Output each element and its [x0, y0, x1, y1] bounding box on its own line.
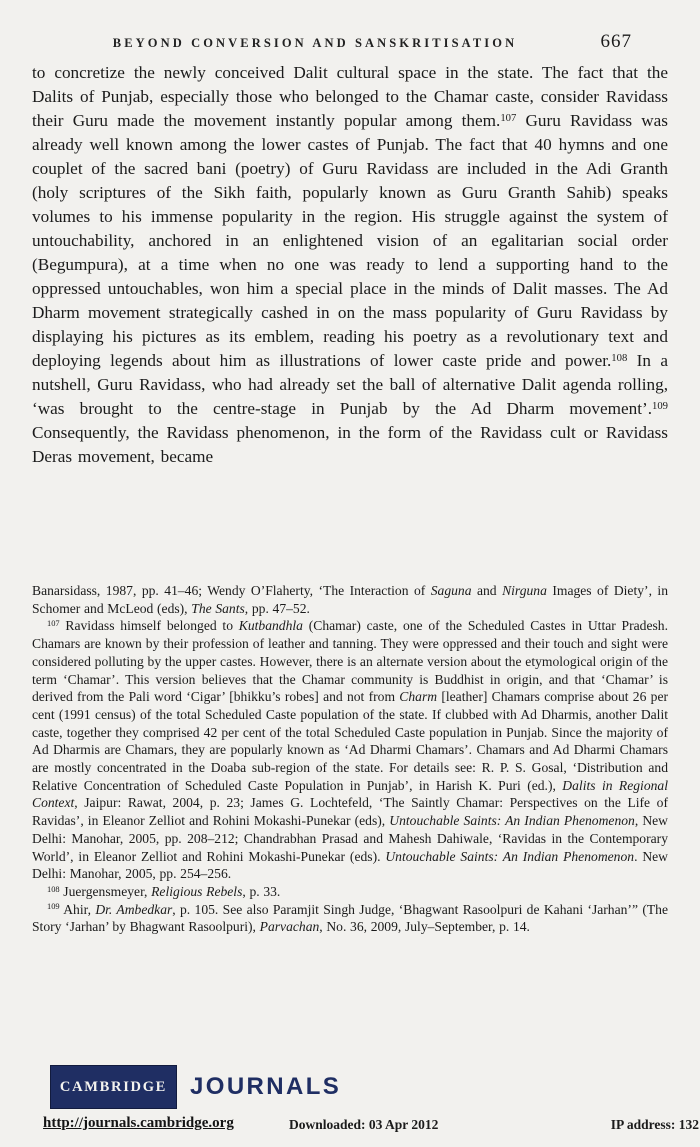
- page-number: 667: [600, 31, 632, 52]
- running-title: BEYOND CONVERSION AND SANSKRITISATION: [112, 36, 518, 50]
- cambridge-logo-text: CAMBRIDGE: [59, 1078, 168, 1095]
- cambridge-logo: [50, 1065, 177, 1109]
- footnotes-section: [32, 582, 668, 936]
- running-head: [32, 31, 668, 58]
- footnote-continuation: Banarsidass, 1987, pp. 41–46; Wendy O’Flaherty, ‘The Interaction of Saguna and Nirguna Images of Diety’, in Schomer and McLeod (eds), The Sants, pp. 47–52.: [32, 583, 668, 616]
- footnote-108: $^{108}$ Juergensmeyer, Religious Rebels, p. 33.: [47, 883, 281, 899]
- footnote-109: $^{109}$ Ahir, Dr. Ambedkar, p. 105. See also Paramjit Singh Judge, ‘Bhagwant Rasoolpuri de Kahani ‘Jarhan’” (The Story ‘Jarhan’ by Bhagwant Rasoolpuri), Parvachan, No. 36, 2009, July–September, p. 14.: [32, 901, 668, 935]
- publisher-logo-row: [50, 1064, 341, 1110]
- ip-address-stamp: IP address: 132: [610, 1117, 699, 1132]
- journals-wordmark: JOURNALS: [190, 1073, 342, 1100]
- journals-url-link[interactable]: http://journals.cambridge.org: [43, 1115, 234, 1131]
- downloaded-stamp: Downloaded: 03 Apr 2012: [289, 1117, 439, 1132]
- footer-meta-row: [0, 1115, 700, 1137]
- footnote-107: $^{107}$ Ravidass himself belonged to Kutbandhla (Chamar) caste, one of the Scheduled Castes in Uttar Pradesh. Chamars are known by their profession of leather and tanning. They were oppressed and their touch and sight were considered polluting by the upper castes. However, there is an alternate version about the etymological origin of the term ‘Chamar’. This version believes that the Chamar community is Buddhist in origin, and that ‘Chamar’ is derived from the Pali word ‘Cigar’ [bhikku’s robes] and not from Charm [leather] Chamars comprise about 26 per cent (1991 census) of the total Scheduled Caste population of the state. If clubbed with Ad Dharmis, another Dalit caste, together they comprised 42 per cent of the total Scheduled Caste population in Punjab. Since the majority of Ad Dharmis are Chamars, they are popularly known as ‘Ad Dharmi Chamars’. Chamars and Ad Dharmi Chamars are mostly concentrated in the Doaba sub-region of the state. For details see: R. P. S. Gosal, ‘Distribution and Relative Concentration of Scheduled Caste Population in Punjab’, in Harish K. Puri (ed.), Dalits in Regional Context, Jaipur: Rawat, 2004, p. 23; James G. Lochtefeld, ‘The Saintly Chamar: Perspectives on the Life of Ravidas’, in Eleanor Zelliot and Rohini Mokashi-Punekar (eds), Untouchable Saints: An Indian Phenomenon, New Delhi: Manohar, 2005, pp. 208–212; Chandrabhan Prasad and Mahesh Dahiwale, ‘Ravidas in the Contemporary World’, in Eleanor Zelliot and Rohini Mokashi-Punekar (eds). Untouchable Saints: An Indian Phenomenon. New Delhi: Manohar, 2005, pp. 254–256.: [32, 618, 669, 882]
- body-paragraph: to concretize the newly conceived Dalit cultural space in the state. The fact that the Dalits of Punjab, especially those who belonged to the Chamar caste, consider Ravidass their Guru made the movement instantly popular among them.$^{107}$ Guru Ravidass was already well known among the lower castes of Punjab. The fact that 40 hymns and one couplet of the sacred bani (poetry) of Guru Ravidass are included in the Adi Granth (holy scriptures of the Sikh faith, popularly known as Guru Granth Sahib) speaks volumes to his immense popularity in the region. His struggle against the system of untouchability, anchored in an enlightened vision of an egalitarian social order (Begumpura), at a time when no one was ready to lend a supporting hand to the oppressed untouchables, won him a special place in the minds of Dalit masses. The Ad Dharm movement strategically cashed in on the mass popularity of Guru Ravidass by displaying his pictures as its emblem, reading his poetry as a revolutionary text and deploying legends about him as illustrations of lower caste pride and power.$^{108}$ In a nutshell, Guru Ravidass, who had already set the ball of alternative Dalit agenda rolling, ‘was brought to the centre-stage in Punjab by the Ad Dharm movement’.$^{109}$ Consequently, the Ravidass phenomenon, in the form of the Ravidass cult or Ravidass Deras movement, became: [32, 63, 669, 466]
